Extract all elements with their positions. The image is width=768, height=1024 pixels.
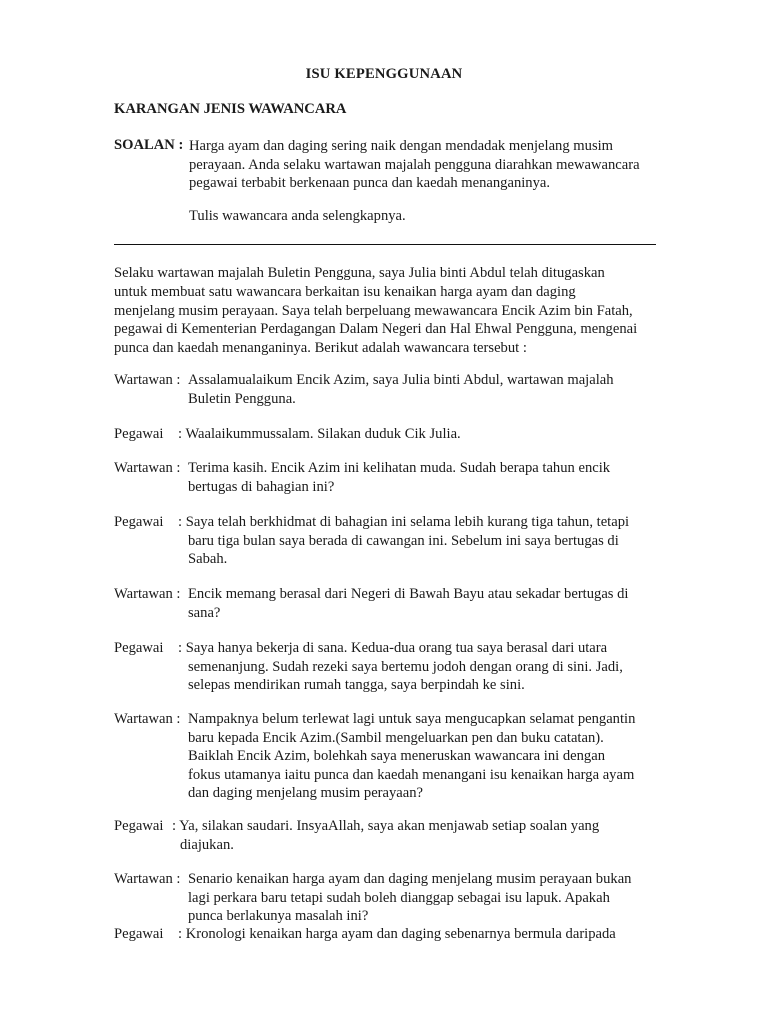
question-line: perayaan. Anda selaku wartawan majalah pengguna diarahkan mewawancara: [189, 156, 640, 173]
speech-text: [188, 459, 610, 496]
speaker-label: Wartawan :: [114, 871, 181, 887]
speech-line: dan daging menjelang musim perayaan?: [188, 785, 424, 801]
speech-line: fokus utamanya iaitu punca dan kaedah menangani isu kenaikan harga ayam: [188, 766, 635, 783]
speech-text: [188, 710, 635, 803]
speech-line: Senario kenaikan harga ayam dan daging menjelang musim perayaan bukan: [188, 871, 632, 887]
speech-line: lagi perkara baru tetapi sudah boleh dianggap sebagai isu lapuk. Apakah: [188, 889, 610, 906]
speech-line: Assalamualaikum Encik Azim, saya Julia binti Abdul, wartawan majalah: [188, 372, 614, 388]
speech-line: : Kronologi kenaikan harga ayam dan daging sebenarnya bermula daripada: [178, 926, 616, 942]
speech-line: Nampaknya belum terlewat lagi untuk saya mengucapkan selamat pengantin: [188, 711, 636, 727]
speaker-label: Pegawai: [114, 926, 164, 942]
intro-line: Selaku wartawan majalah Buletin Pengguna, saya Julia binti Abdul telah ditugaskan: [114, 265, 605, 281]
speech-line: diajukan.: [180, 836, 234, 853]
speaker-label: Pegawai: [114, 818, 164, 834]
speech-line: Terima kasih. Encik Azim ini kelihatan muda. Sudah berapa tahun encik: [188, 460, 611, 476]
horizontal-rule: [114, 244, 656, 245]
speaker-label: Wartawan :: [114, 372, 181, 388]
question-line: Harga ayam dan daging sering naik dengan mendadak menjelang musim: [189, 138, 614, 154]
speech-line: semenanjung. Sudah rezeki saya bertemu jodoh dengan orang di sini. Jadi,: [188, 658, 623, 675]
question-text: [189, 137, 669, 193]
speech-line: : Waalaikummussalam. Silakan duduk Cik Julia.: [178, 426, 461, 442]
speech-line: bertugas di bahagian ini?: [188, 478, 335, 495]
speech-line: : Saya hanya bekerja di sana. Kedua-dua orang tua saya berasal dari utara: [178, 640, 608, 656]
speech-line: sana?: [188, 604, 221, 621]
question-label: SOALAN :: [114, 137, 184, 153]
question-line: pegawai terbabit berkenaan punca dan kaedah menanganinya.: [189, 175, 551, 191]
speech-line: : Saya telah berkhidmat di bahagian ini selama lebih kurang tiga tahun, tetapi: [178, 514, 630, 530]
document-title: ISU KEPENGGUNAAN: [305, 66, 463, 82]
speech-text: [188, 371, 614, 408]
speech-text: [172, 817, 599, 854]
speaker-label: Wartawan :: [114, 460, 181, 476]
speaker-label: Pegawai: [114, 426, 164, 442]
instruction-text: Tulis wawancara anda selengkapnya.: [189, 208, 406, 224]
speech-text: [178, 513, 629, 569]
speech-text: [178, 925, 616, 944]
speaker-label: Pegawai: [114, 640, 164, 656]
speech-line: Baiklah Encik Azim, bolehkah saya meneruskan wawancara ini dengan: [188, 748, 605, 764]
intro-line: punca dan kaedah menanganinya. Berikut adalah wawancara tersebut :: [114, 340, 527, 357]
speech-line: Sabah.: [188, 551, 228, 567]
speech-text: [178, 639, 623, 695]
speech-line: Buletin Pengguna.: [188, 390, 296, 407]
speech-text: [188, 870, 631, 926]
speech-text: [188, 585, 629, 622]
essay-type-heading: KARANGAN JENIS WAWANCARA: [114, 101, 347, 117]
speech-line: baru kepada Encik Azim.(Sambil mengeluarkan pen dan buku catatan).: [188, 729, 604, 746]
intro-line: pegawai di Kementerian Perdagangan Dalam Negeri dan Hal Ehwal Pengguna, mengenai: [114, 321, 638, 338]
speech-line: : Ya, silakan saudari. InsyaAllah, saya akan menjawab setiap soalan yang: [172, 818, 600, 834]
introduction-paragraph: [114, 264, 674, 358]
speaker-label: Wartawan :: [114, 711, 181, 727]
speech-line: Encik memang berasal dari Negeri di Bawah Bayu atau sekadar bertugas di: [188, 586, 629, 602]
intro-line: menjelang musim perayaan. Saya telah berpeluang mewawancara Encik Azim bin Fatah,: [114, 302, 633, 319]
speech-text: [178, 425, 461, 444]
speaker-label: Pegawai: [114, 514, 164, 530]
speech-line: baru tiga bulan saya berada di cawangan ini. Sebelum ini saya bertugas di: [188, 532, 619, 549]
intro-line: untuk membuat satu wawancara berkaitan isu kenaikan harga ayam dan daging: [114, 283, 576, 300]
speech-line: punca berlakunya masalah ini?: [188, 908, 369, 924]
speech-line: selepas mendirikan rumah tangga, saya berpindah ke sini.: [188, 677, 525, 693]
speaker-label: Wartawan :: [114, 586, 181, 602]
